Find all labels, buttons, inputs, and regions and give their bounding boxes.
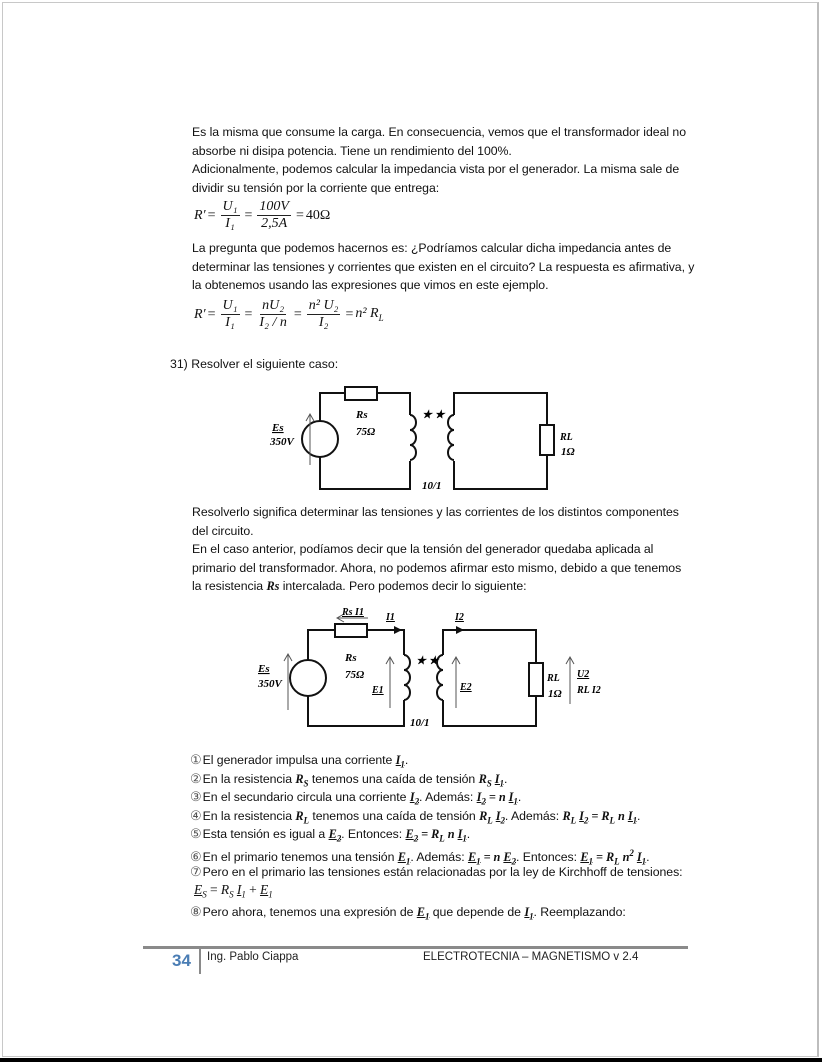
e2-label: E2 xyxy=(460,682,472,693)
impedance-equation-2: R′ = $\frac{\text{U₁}}{\text{I₁}}$ = $\frac{\text{nU₂}}{\text{I₂ / n}}$ = $\frac{\text{n² U₂}}{\text{I₂}}$ = n² $R_L$ xyxy=(194,298,384,330)
step-2: ②En la resistencia $R_S$ tenemos una caída de tensión $R_S$ $I_1$. xyxy=(190,770,508,789)
step-6: ⑥En el primario tenemos una tensión $E_1$. Además: $E_1 = n$ $E_2$. Entonces: $E_1 = R_L$ $n^2$ $I_1$. xyxy=(190,847,650,867)
circuit-diagram-2 xyxy=(250,600,630,740)
impedance-equation-1: R′ = $\frac{\text{U₁}}{\text{I₁}}$ = $\frac{100V}{2,5A}$ = 40Ω xyxy=(194,199,331,231)
step-7: ⑦Pero en el primario las tensiones están relacionadas por la ley de Kirchhoff de tensiones: xyxy=(190,863,683,879)
step-5: ⑤Esta tensión es igual a $E_2$. Entonces: $E_2 = R_L$ n $I_1$. xyxy=(190,826,471,844)
i2-label: I2 xyxy=(455,612,464,623)
u2-expression: RL I2 xyxy=(577,685,601,696)
page-number: 34 xyxy=(172,951,191,970)
footer-author: Ing. Pablo Ciappa xyxy=(207,951,299,963)
polarity-dots: ★ ★ xyxy=(416,655,439,667)
exercise-number: 31) xyxy=(170,357,188,371)
text-line: la resistencia Rs intercalada. Pero podemos decir lo siguiente: xyxy=(192,579,527,593)
rs-value: 75Ω xyxy=(356,426,376,438)
question-paragraph xyxy=(192,239,695,295)
text-line: Adicionalmente, podemos calcular la impedancia vista por el generador. La misma sale de xyxy=(192,162,680,176)
turns-ratio: 10/1 xyxy=(410,717,430,729)
eq-lhs: R′ xyxy=(194,306,206,322)
fraction: $\frac{\text{U₁}}{\text{I₁}}$ xyxy=(222,298,238,330)
eq-result: 40Ω xyxy=(305,207,331,223)
exercise-title: Resolver el siguiente caso: xyxy=(191,357,339,371)
footer-separator xyxy=(199,948,201,974)
circuit-diagram-1 xyxy=(260,385,580,495)
source-label: Es xyxy=(258,663,270,675)
source-value: 350V xyxy=(270,436,294,448)
text-line: dividir su tensión por la corriente que entrega: xyxy=(192,180,440,195)
text-line: La pregunta que podemos hacernos es: ¿Podríamos calcular dicha impedancia antes de xyxy=(192,241,672,255)
text-line: absorbe ni disipa potencia. Tiene un rendimiento del 100%. xyxy=(192,143,512,158)
i1-label: I1 xyxy=(386,612,395,623)
text-line: Resolverlo significa determinar las tensiones y las corrientes de los distintos componentes xyxy=(192,505,679,519)
resolve-paragraph xyxy=(192,503,692,596)
rl-label: RL xyxy=(547,673,560,684)
rl-label: RL xyxy=(560,432,573,443)
text-line: la obtenemos usando las expresiones que vimos en este ejemplo. xyxy=(192,278,549,292)
u2-label: U2 xyxy=(577,669,590,680)
rs-label: Rs xyxy=(345,652,357,664)
steps-list xyxy=(190,751,690,922)
text-line: del circuito. xyxy=(192,523,254,538)
text-line: En el caso anterior, podíamos decir que la tensión del generador quedaba aplicada al xyxy=(192,542,654,556)
step-1: ①El generador impulsa una corriente $I_1$. xyxy=(190,752,409,770)
step-3: ③En el secundario circula una corriente $I_2$. Además: $I_2 = n$ $I_1$. xyxy=(190,789,522,807)
rl-value: 1Ω xyxy=(561,446,575,458)
source-value: 350V xyxy=(258,678,282,690)
polarity-dots: ★ ★ xyxy=(422,409,445,421)
text-line: Es la misma que consume la carga. En consecuencia, vemos que el transformador ideal no xyxy=(192,125,686,139)
rs-drop-label: Rs I1 xyxy=(342,607,364,618)
rs-value: 75Ω xyxy=(345,669,365,681)
rl-value: 1Ω xyxy=(548,688,562,700)
footer-rule xyxy=(143,946,688,949)
step-8: ⑧Pero ahora, tenemos una expresión de $E_1$ que depende de $I_1$. Reemplazando: xyxy=(190,904,626,922)
window-bottom-edge xyxy=(0,1058,822,1062)
turns-ratio: 10/1 xyxy=(422,480,442,492)
step-4: ④En la resistencia $R_L$ tenemos una caída de tensión $R_L$ $I_2$. Además: $R_L$ $I_2 = R_L$ n $I_1$. xyxy=(190,807,641,826)
text-line: primario del transformador. Ahora, no podemos afirmar esto mismo, debido a que tenemos xyxy=(192,560,682,575)
fraction: $\frac{\text{nU₂}}{\text{I₂ / n}}$ xyxy=(259,298,287,330)
fraction: $\frac{100V}{2,5A}$ xyxy=(259,199,289,231)
kvl-equation: $E_S = R_S$ $I_1 + E_1$ xyxy=(194,882,273,900)
eq-result: n² $R_L$ xyxy=(355,306,384,323)
source-label: Es xyxy=(272,422,284,434)
rs-label: Rs xyxy=(356,409,368,421)
fraction: $\frac{\text{n² U₂}}{\text{I₂}}$ xyxy=(308,298,339,330)
eq-lhs: R′ xyxy=(194,207,206,223)
exercise-heading xyxy=(170,357,338,371)
e1-label: E1 xyxy=(372,685,384,696)
fraction: $\frac{\text{U₁}}{\text{I₁}}$ xyxy=(222,199,238,231)
text-line: determinar las tensiones y corrientes que existen en el circuito? La respuesta es afirmativa, y xyxy=(192,259,695,274)
footer-title: ELECTROTECNIA – MAGNETISMO v 2.4 xyxy=(423,951,639,963)
intro-paragraph xyxy=(192,123,692,197)
